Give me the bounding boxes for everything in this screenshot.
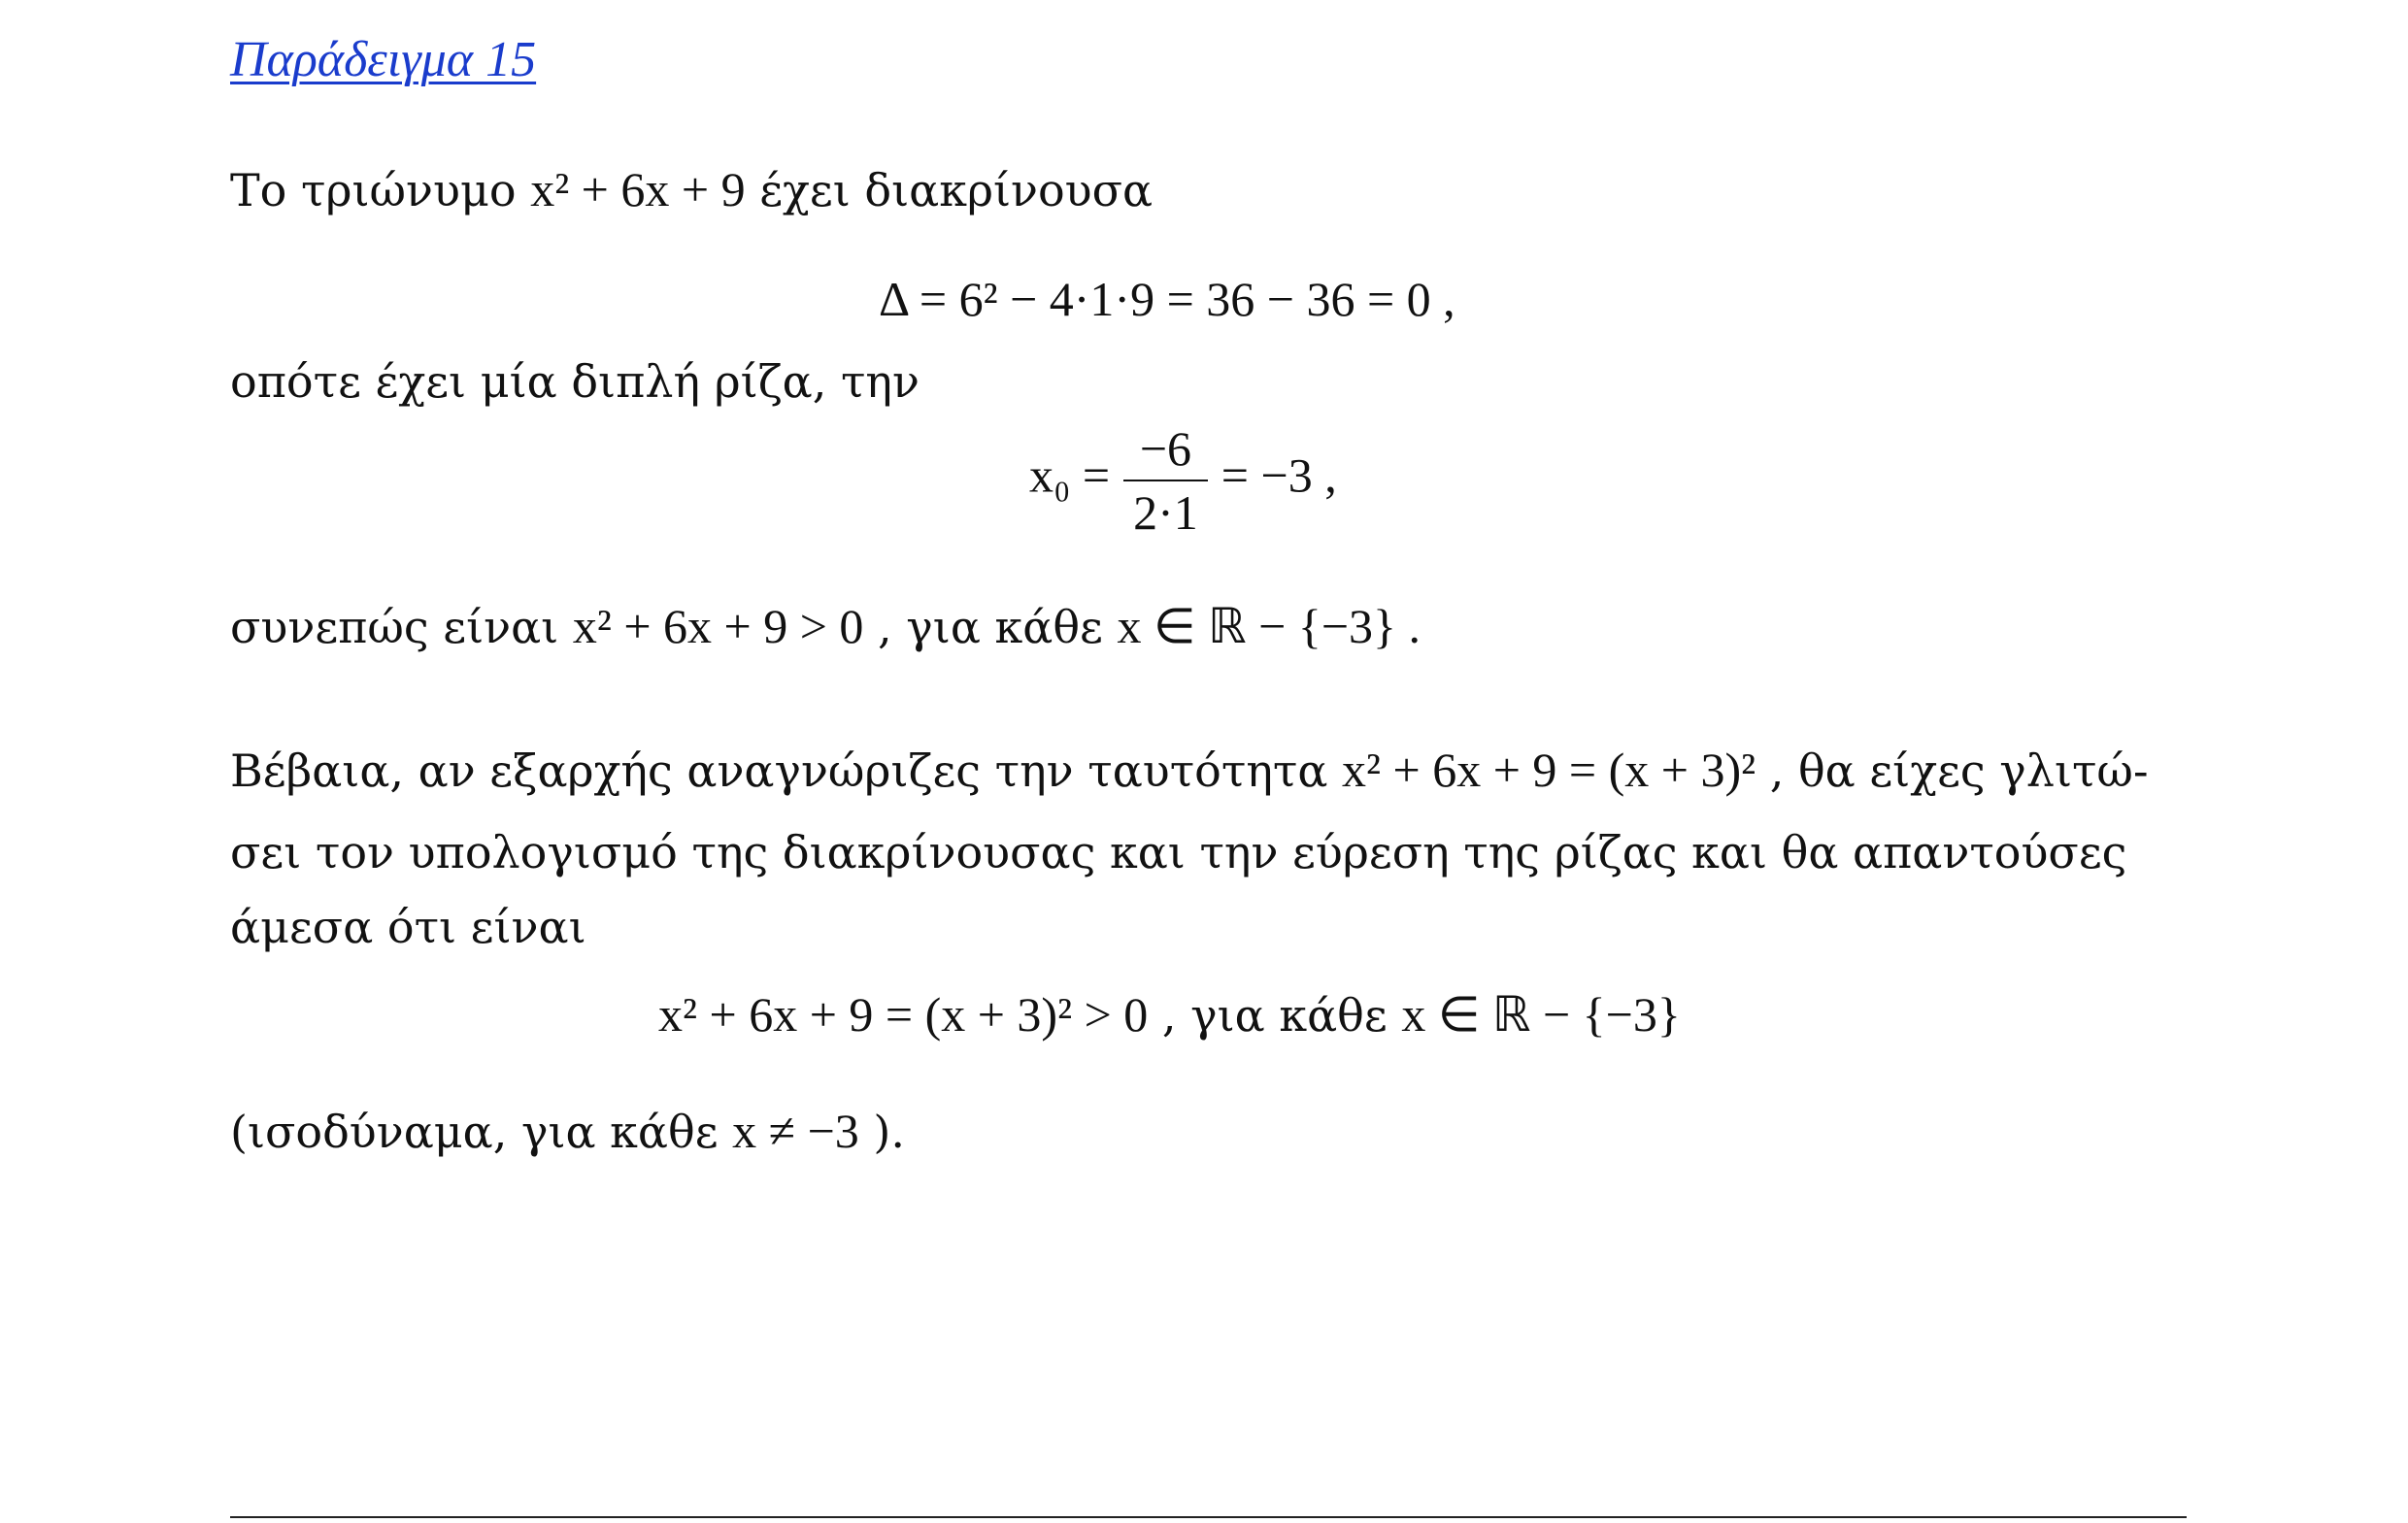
identity-expression: x² + 6x + 9 = (x + 3)² — [1342, 743, 1756, 797]
conclusion-mid: , για κάθε — [863, 601, 1118, 653]
identity-equation — [658, 985, 1681, 1044]
set-expression: x ∈ ℝ − {−3} . — [1117, 599, 1421, 653]
paragraph-identity-line1 — [230, 741, 2148, 800]
footer-rule — [230, 1516, 2187, 1518]
root-equation — [1029, 417, 1337, 544]
paragraph-identity-line2: σει τον υπολογισμό της διακρίνουσας και την εύρεση της ρίζας και θα απαντούσες — [230, 826, 2127, 878]
identity-equation-expr: x² + 6x + 9 = (x + 3)² > 0 — [658, 987, 1149, 1042]
identity-equation-set: x ∈ ℝ − {−3} — [1401, 987, 1681, 1042]
conclusion-text: συνεπώς είναι — [230, 601, 573, 653]
root-lhs: x₀ = — [1029, 447, 1111, 503]
fraction-denominator: 2·1 — [1133, 485, 1198, 540]
inequality-expression: x² + 6x + 9 > 0 — [572, 599, 864, 653]
identity-text: Βέβαια, αν εξαρχής αναγνώριζες την ταυτότητα — [230, 745, 1343, 797]
identity-equation-mid: , για κάθε — [1148, 989, 1402, 1042]
fraction-numerator: −6 — [1123, 417, 1208, 481]
paragraph-equivalent — [230, 1102, 905, 1161]
discriminant-equation: Δ = 6² − 4·1·9 = 36 − 36 = 0 , — [879, 272, 1455, 326]
paragraph-trinomial — [230, 160, 1153, 219]
equivalent-expression: x ≠ −3 — [732, 1104, 859, 1158]
identity-tail: , θα είχες γλιτώ- — [1756, 745, 2149, 797]
root-fraction — [1123, 417, 1208, 544]
paragraph-tail: έχει διακρίνουσα — [745, 164, 1154, 216]
equivalent-close: ). — [858, 1106, 905, 1158]
paragraph-text: Το τριώνυμο — [230, 164, 531, 216]
paragraph-identity-line3: άμεσα ότι είναι — [230, 901, 586, 953]
example-title[interactable]: Παράδειγμα 15 — [230, 32, 537, 87]
trinomial-expression: x² + 6x + 9 — [530, 162, 746, 216]
paragraph-double-root: οπότε έχει μία διπλή ρίζα, την — [230, 355, 920, 408]
paragraph-conclusion — [230, 597, 1421, 656]
equivalent-open: (ισοδύναμα, για κάθε — [230, 1106, 733, 1158]
root-rhs: = −3 , — [1221, 447, 1337, 503]
